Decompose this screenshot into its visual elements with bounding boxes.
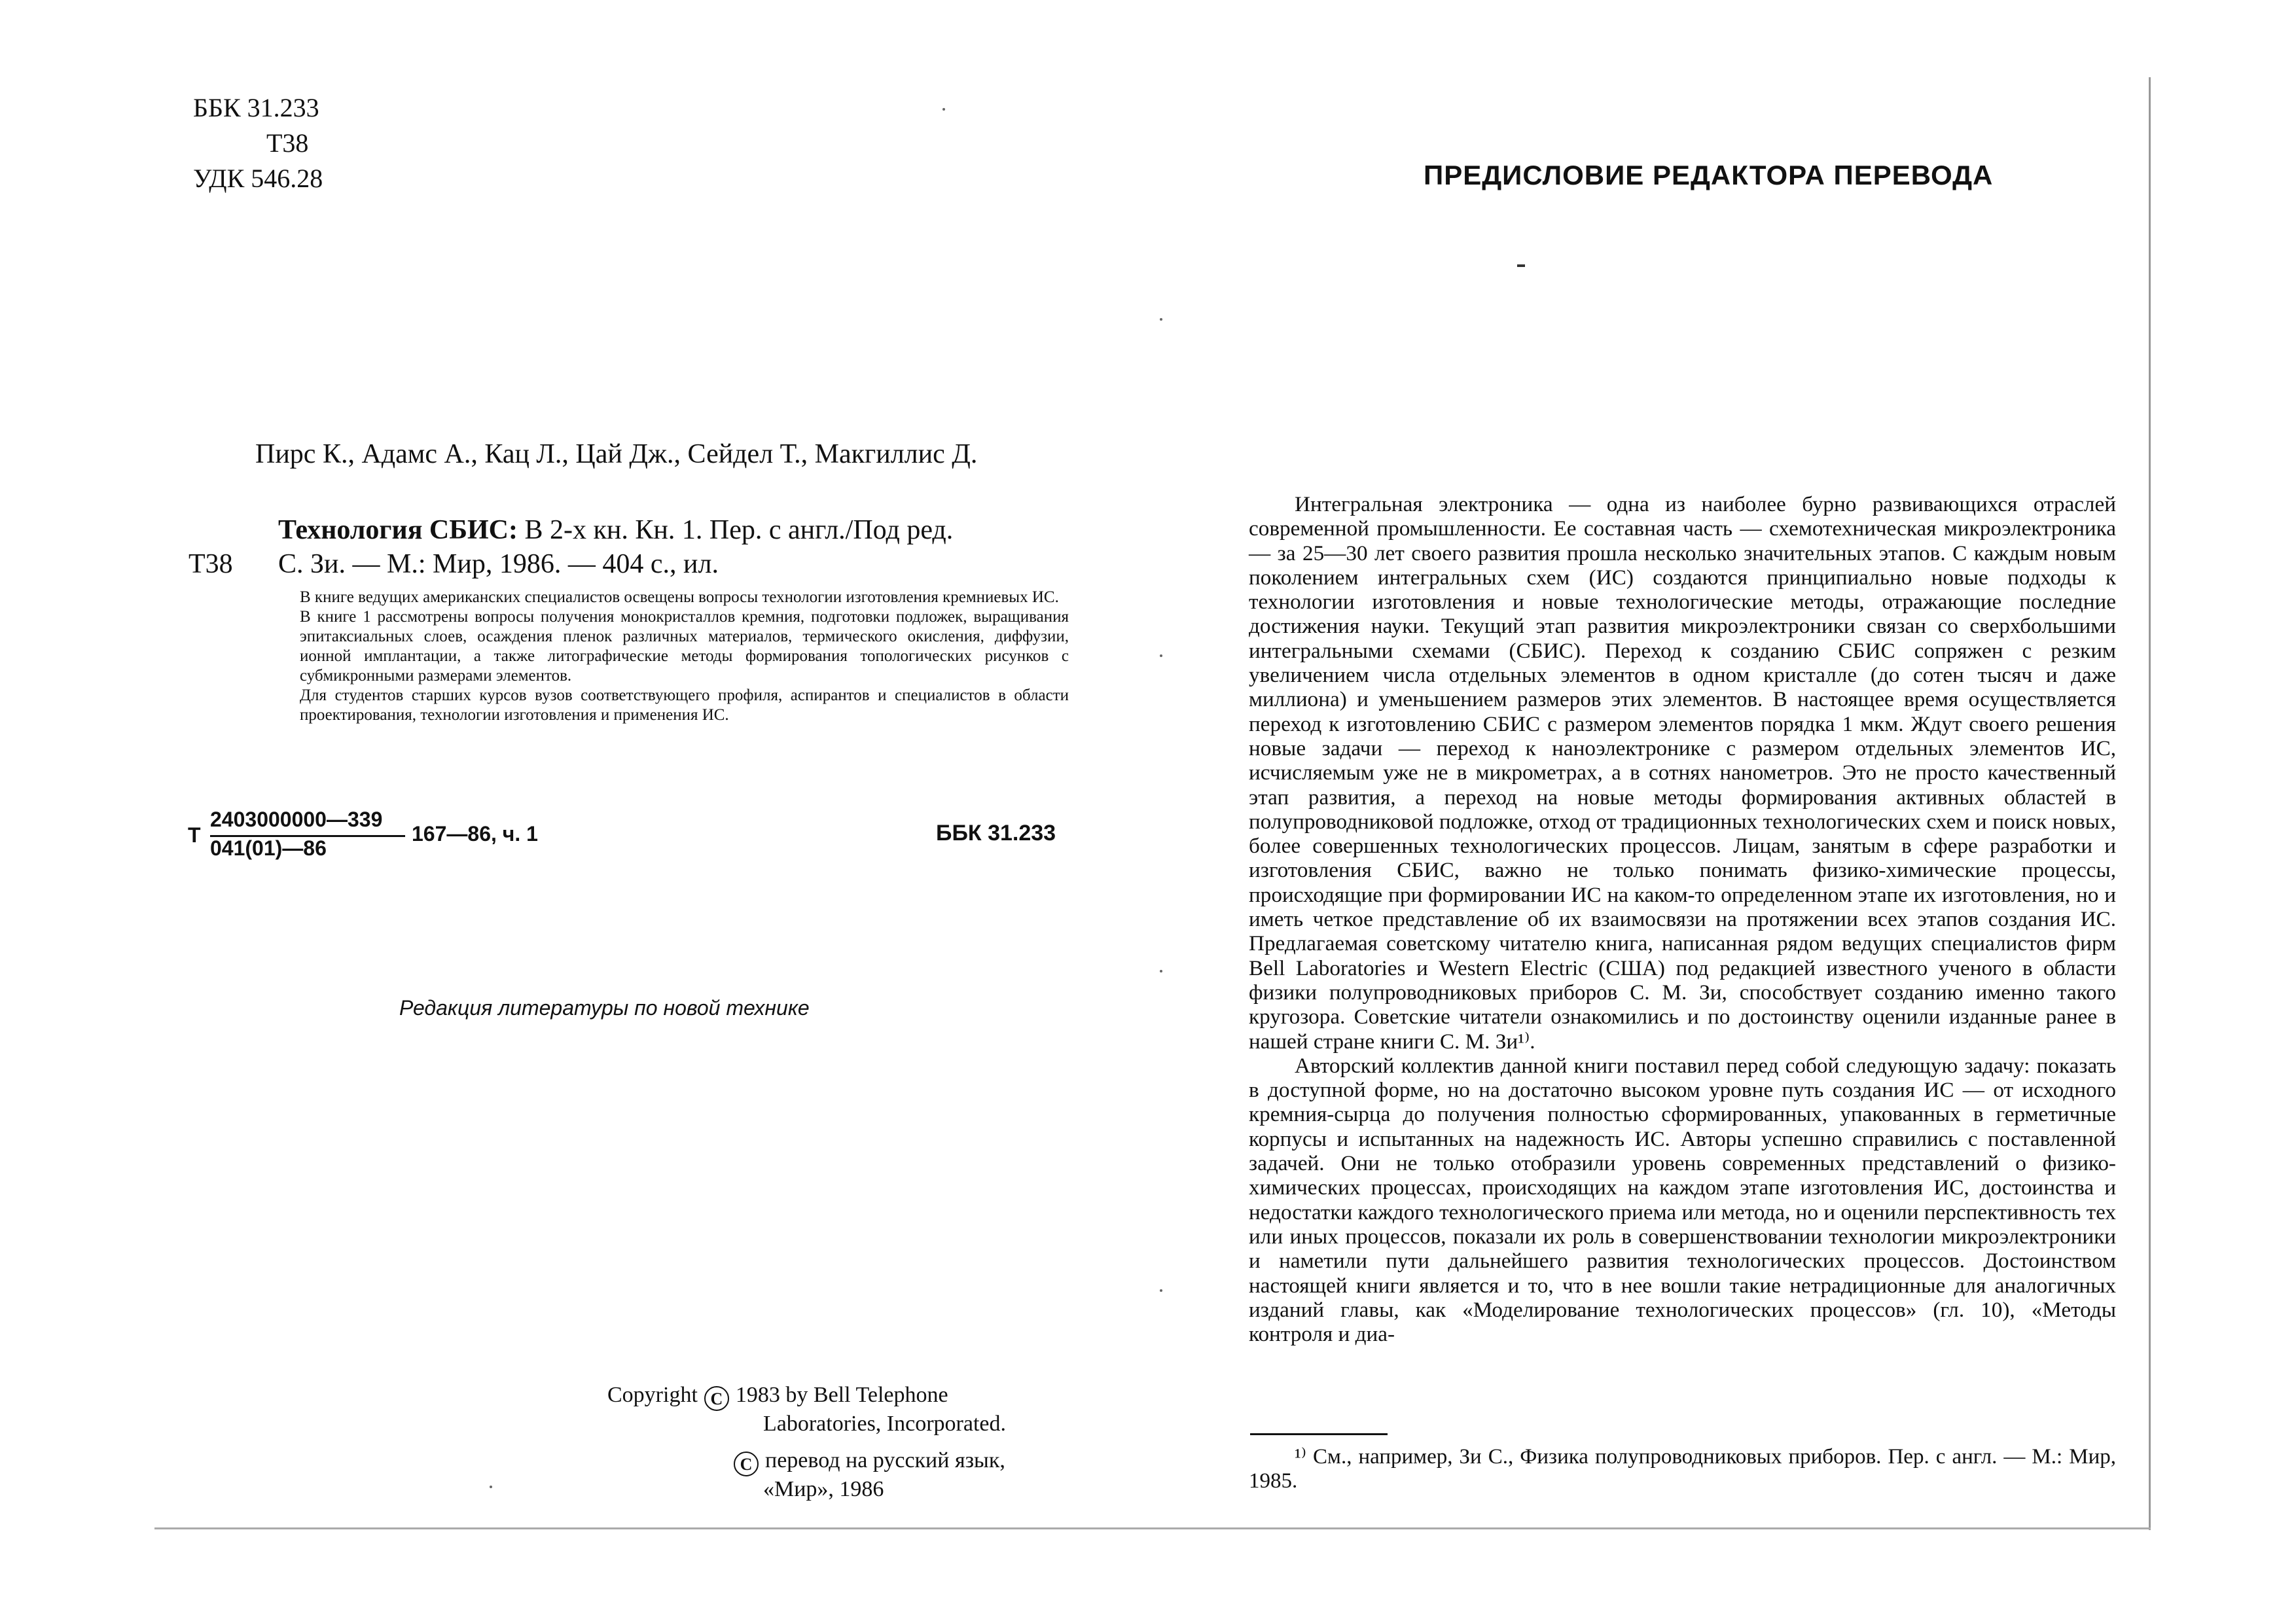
editorial-office: Редакция литературы по новой технике	[399, 996, 810, 1020]
authors-line: Пирс К., Адамс А., Кац Л., Цай Дж., Сейдел Т., Макгиллис Д.	[255, 439, 978, 469]
code-letter: Т	[188, 823, 201, 847]
author-mark: Т38	[266, 128, 309, 158]
copyright-label: Copyright	[607, 1383, 698, 1407]
code-suffix: 167—86, ч. 1	[412, 822, 538, 846]
copyright-icon: C	[704, 1386, 729, 1411]
copyright-line2: Laboratories, Incorporated.	[763, 1412, 1006, 1436]
annotation-paragraph: В книге 1 рассмотрены вопросы получения монокристаллов кремния, подготовки подложек, выращивания эпитаксиальных слоев, осаждения пленок различных материалов, термического окисления, диффузии, ионной имплантации, а также литографические методы формирования топологических рисунков с субмикронными размерами элементов.	[300, 608, 1069, 685]
code-denominator: 041(01)—86	[210, 836, 327, 860]
title-rest: В 2-х кн. Кн. 1. Пер. с англ./Под ред.	[518, 515, 954, 545]
title-bold: Технология СБИС:	[278, 515, 518, 545]
annotation	[300, 588, 1069, 725]
preface-paragraph: Интегральная электроника — одна из наиболее бурно развивающихся отраслей современной промышленности. Ее составная часть — схемотехническая микроэлектроника — за 25—30 лет своего развития прошла несколько значительных этапов. С каждым новым поколением интегральных схем (ИС) создаются принципиально новые подходы к технологии изготовления и новые технологические методы, отражающие последние достижения науки. Текущий этап развития микроэлектроники связан со сверхбольшими интегральными схемами (СБИС). Переход к созданию СБИС сопряжен с резким увеличением числа отдельных элементов в одном кристалле (до сотен тысяч и даже миллиона) и уменьшением размеров этих элементов. В настоящее время осуществляется переход к изготовлению СБИС с размером элементов порядка 1 мкм. Ждут своего решения новые задачи — переход к наноэлектронике с размером отдельных элементов ИС, исчисляемым уже не в микрометрах, а в сотнях нанометров. Это не просто качественный этап развития, а переход на новые методы формирования активных областей в полупроводниковой подложке, отход от традиционных технологических схем и поиск новых, более совершенных технологических процессов. Лицам, занятым в сфере разработки и изготовления СБИС, важно не только понимать физико-химические процессы, происходящие при формировании ИС на каком-то определенном этапе их изготовления, но и иметь четкое представление об их взаимосвязи на протяжении всех этапов создания ИС. Предлагаемая советскому читателю книга, написанная рядом ведущих специалистов фирм Bell Laboratories и Western Electric (США) под редакцией известного ученого в области физики полупроводниковых приборов С. М. Зи, способствует созданию именно такого кругозора. Советские читатели ознакомились и по достоинству оценили изданные ранее в нашей стране книги С. М. Зи¹⁾.	[1249, 492, 2116, 1054]
speck	[1160, 1289, 1162, 1292]
copyright-line4: «Мир», 1986	[763, 1477, 884, 1501]
speck	[1517, 264, 1525, 267]
book-title	[278, 513, 1070, 581]
classification-codes	[193, 90, 323, 196]
code-numerator: 2403000000—339	[210, 808, 383, 831]
copyright-line3: перевод на русский язык,	[765, 1448, 1005, 1472]
page-bottom-line	[154, 1527, 2151, 1529]
speck	[942, 108, 945, 111]
title-line2: С. Зи. — М.: Мир, 1986. — 404 с., ил.	[278, 549, 719, 579]
bbk-code: ББК 31.233	[193, 93, 319, 122]
copyright-line1: 1983 by Bell Telephone	[735, 1383, 948, 1407]
annotation-paragraph: Для студентов старших курсов вузов соответствующего профиля, аспирантов и специалистов в области проектирования, технологии изготовления и применения ИС.	[300, 687, 1069, 724]
bbk-bottom: ББК 31.233	[936, 821, 1056, 846]
speck	[1160, 970, 1162, 972]
footnote: ¹⁾ См., например, Зи С., Физика полупроводниковых приборов. Пер. с англ. — М.: Мир, 1985.	[1249, 1445, 2116, 1493]
footnote-rule	[1250, 1433, 1388, 1435]
speck	[490, 1486, 492, 1488]
speck	[1160, 318, 1162, 321]
preface-body	[1249, 492, 2116, 1346]
annotation-paragraph: В книге ведущих американских специалистов освещены вопросы технологии изготовления кремниевых ИС.	[300, 588, 1059, 606]
copyright-block	[607, 1382, 1066, 1503]
margin-code: Т38	[188, 549, 233, 579]
speck	[1160, 654, 1162, 657]
udk-code: УДК 546.28	[193, 164, 323, 193]
page-edge-line	[2149, 77, 2151, 1530]
copyright-icon: C	[734, 1452, 759, 1476]
preface-paragraph: Авторский коллектив данной книги поставил перед собой следующую задачу: показать в доступной форме, но на достаточно высоком уровне путь создания ИС — от исходного кремния-сырца до получения полностью сформированных, упакованных в герметичные корпусы и испытанных на надежность ИС. Авторы успешно справились с поставленной задачей. Они не только отобразили уровень современных представлений о физико-химических процессах, происходящих на каждом этапе изготовления ИС, достоинства и недостатки каждого технологического приема или метода, но и оценили перспективность тех или иных процессов, показали их роль в совершенствовании технологии микроэлектроники и наметили пути дальнейшего развития технологических процессов. Достоинством настоящей книги является и то, что в нее вошли такие нетрадиционные для аналогичных изданий главы, как «Моделирование технологических процессов» (гл. 10), «Методы контроля и диа-	[1249, 1053, 2116, 1347]
preface-heading: ПРЕДИСЛОВИЕ РЕДАКТОРА ПЕРЕВОДА	[1424, 160, 1994, 190]
